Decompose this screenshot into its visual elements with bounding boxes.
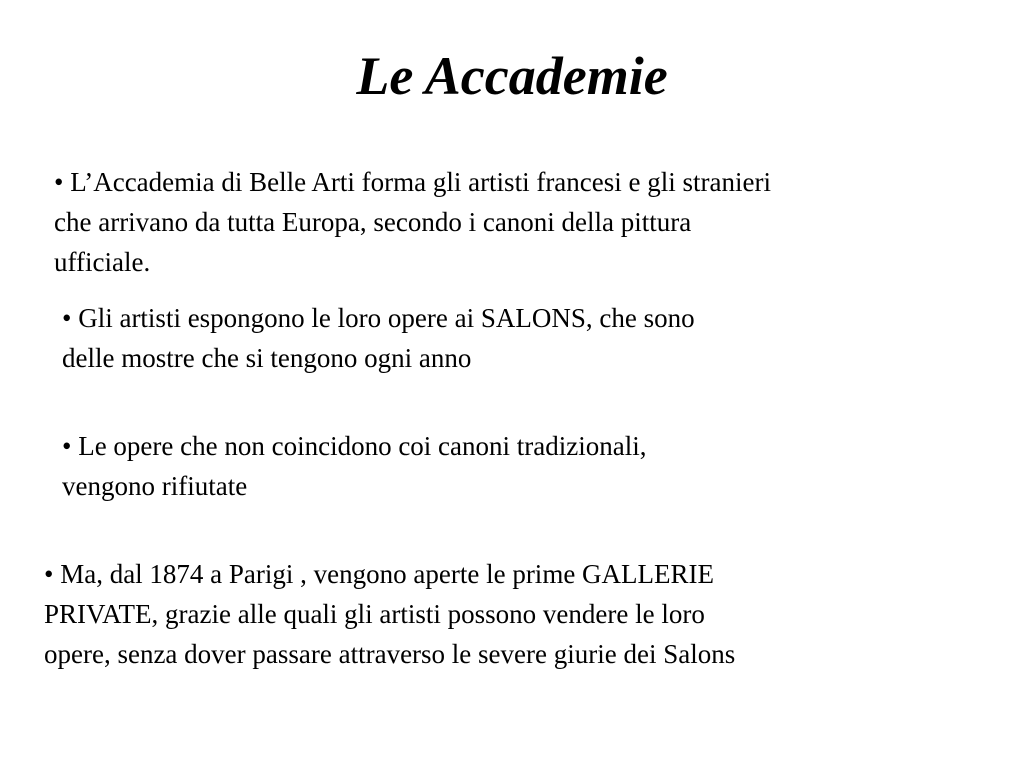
bullet-line: • Gli artisti espongono le loro opere ai SALONS, che sono [62, 303, 695, 333]
bullet-line: opere, senza dover passare attraverso le severe giurie dei Salons [44, 639, 736, 669]
bullet-accademia [54, 162, 994, 282]
bullet-line: • L’Accademia di Belle Arti forma gli artisti francesi e gli stranieri [54, 167, 771, 197]
bullet-line: PRIVATE, grazie alle quali gli artisti possono vendere le loro [44, 599, 705, 629]
bullet-salons [62, 298, 942, 378]
bullet-line: delle mostre che si tengono ogni anno [62, 343, 472, 373]
slide-title: Le Accademie [356, 46, 668, 106]
bullet-line: vengono rifiutate [62, 471, 248, 501]
bullet-line: che arrivano da tutta Europa, secondo i canoni della pittura [54, 207, 692, 237]
bullet-opere-rifiutate [62, 426, 942, 506]
bullet-line: • Le opere che non coincidono coi canoni tradizionali, [62, 431, 647, 461]
bullet-gallerie-private [44, 554, 984, 674]
bullet-line: • Ma, dal 1874 a Parigi , vengono aperte le prime GALLERIE [44, 559, 715, 589]
bullet-line: ufficiale. [54, 247, 151, 277]
